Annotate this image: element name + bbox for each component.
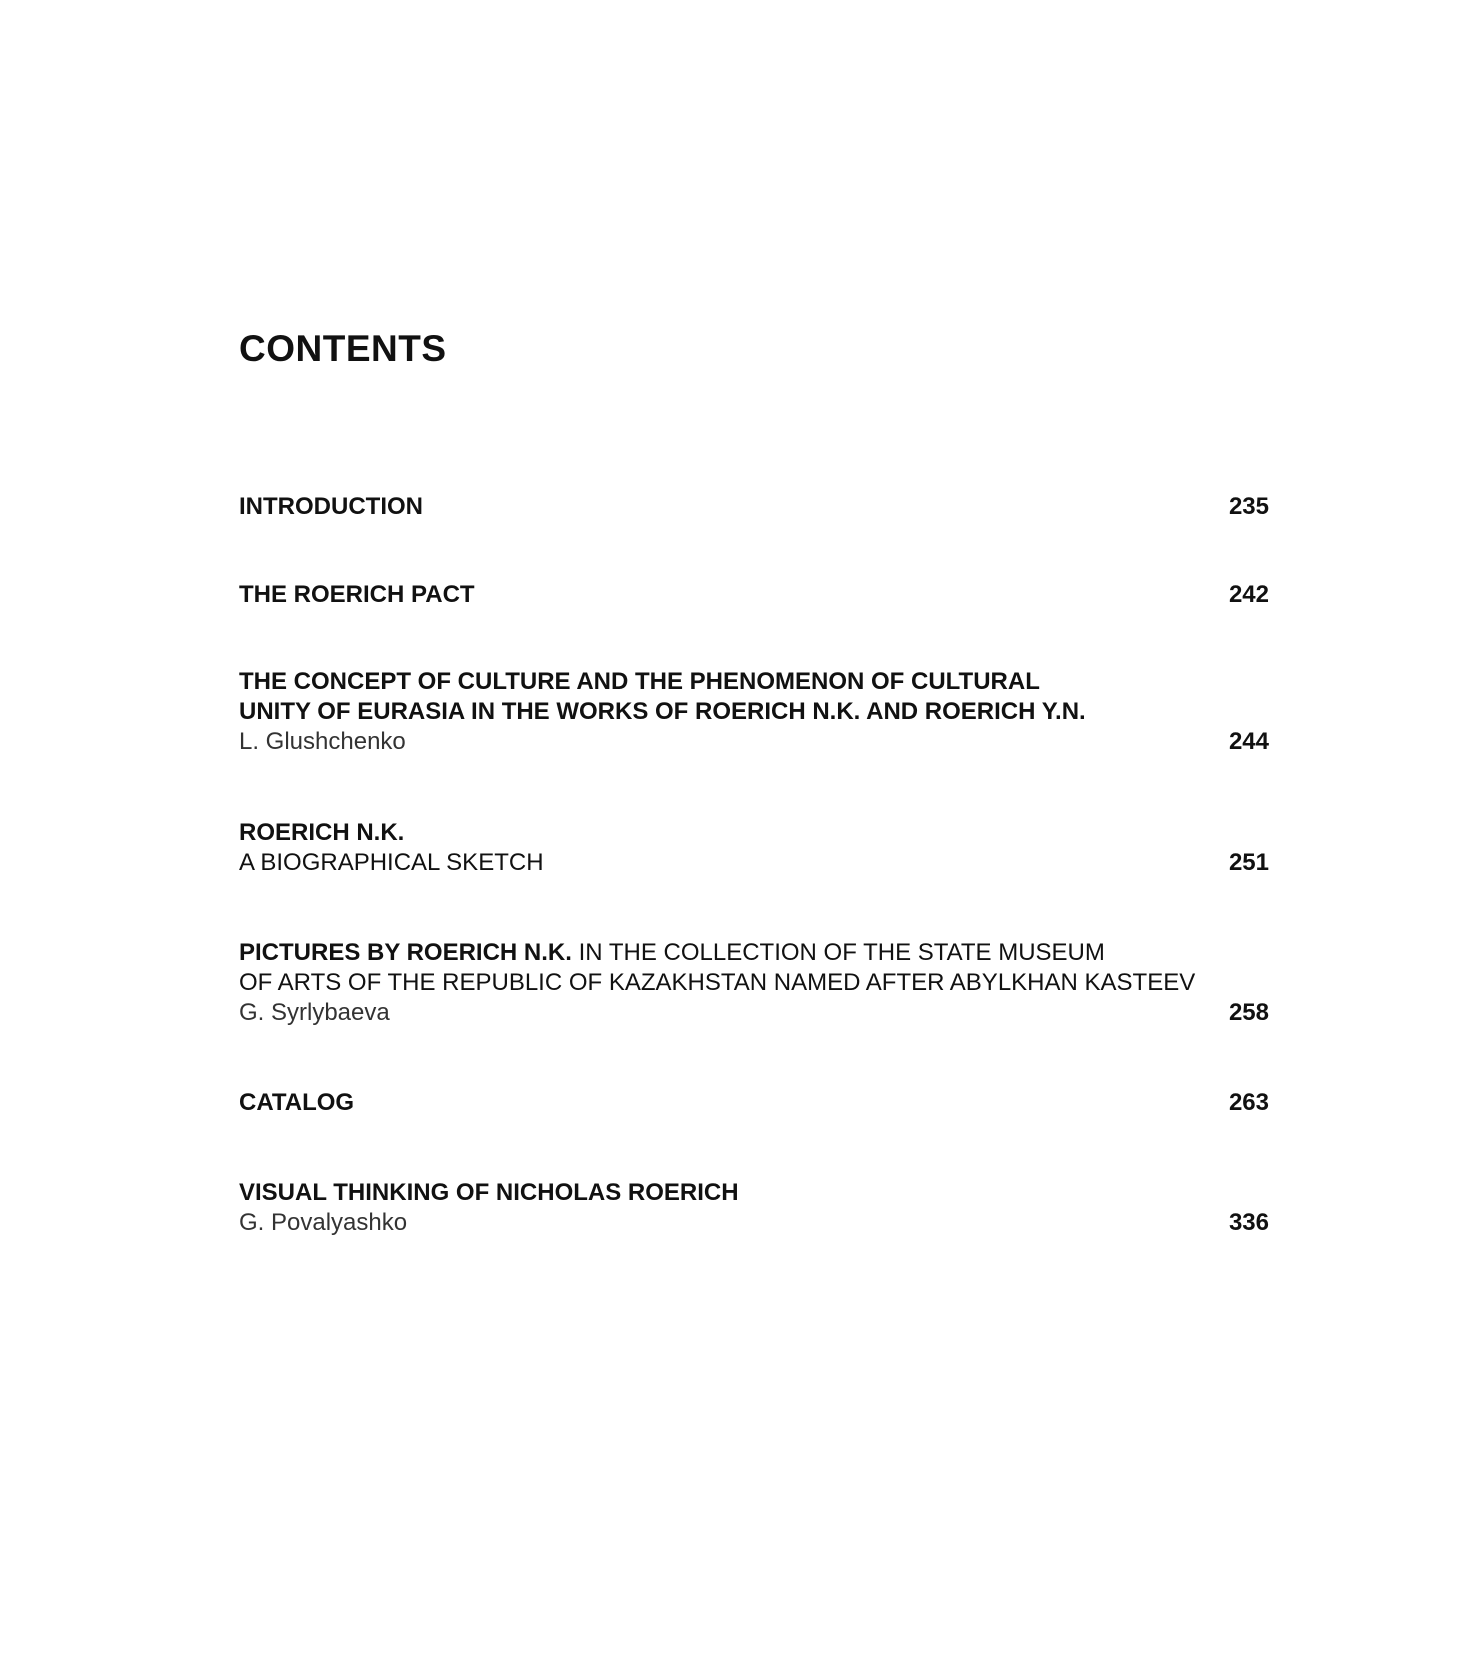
page-number: 336	[1228, 1209, 1269, 1236]
page-number: 251	[1228, 849, 1269, 876]
page-number: 244	[1228, 728, 1269, 755]
entry-title: VISUAL THINKING OF NICHOLAS ROERICH	[239, 1179, 739, 1206]
entry-title-line-2: UNITY OF EURASIA IN THE WORKS OF ROERICH N.K. AND ROERICH Y.N.	[239, 698, 1086, 725]
toc-entry-biographical-sketch[interactable]	[239, 818, 1269, 878]
page-title: CONTENTS	[239, 328, 447, 369]
entry-title-lead: PICTURES BY ROERICH N.K.	[239, 939, 572, 966]
entry-title: ROERICH N.K.	[239, 819, 405, 846]
entry-title-rest: IN THE COLLECTION OF THE STATE MUSEUM	[571, 939, 1105, 966]
entry-author: L. Glushchenko	[239, 728, 406, 755]
toc-entry-catalog[interactable]	[239, 1088, 1269, 1118]
page-number: 235	[1228, 493, 1269, 520]
page-number: 242	[1228, 581, 1269, 608]
entry-title-line-2: OF ARTS OF THE REPUBLIC OF KAZAKHSTAN NAMED AFTER ABYLKHAN KASTEEV	[239, 969, 1196, 996]
entry-title: INTRODUCTION	[239, 493, 423, 520]
entry-title-line-1	[239, 938, 1269, 968]
page-number: 263	[1228, 1089, 1269, 1116]
entry-subtitle: A BIOGRAPHICAL SKETCH	[239, 849, 544, 876]
entry-author: G. Syrlybaeva	[239, 999, 390, 1026]
entry-title: CATALOG	[239, 1089, 355, 1116]
toc-entry-concept-of-culture[interactable]	[239, 667, 1269, 757]
toc-entry-visual-thinking[interactable]	[239, 1178, 1269, 1238]
page-number: 258	[1228, 999, 1269, 1026]
toc-entry-introduction[interactable]	[239, 492, 1269, 522]
entry-author: G. Povalyashko	[239, 1209, 408, 1236]
toc-entry-pictures-collection[interactable]	[239, 938, 1269, 1028]
entry-title-line-1: THE CONCEPT OF CULTURE AND THE PHENOMENON OF CULTURAL	[239, 668, 1040, 695]
toc-entry-roerich-pact[interactable]	[239, 580, 1269, 610]
entry-title: THE ROERICH PACT	[239, 581, 475, 608]
